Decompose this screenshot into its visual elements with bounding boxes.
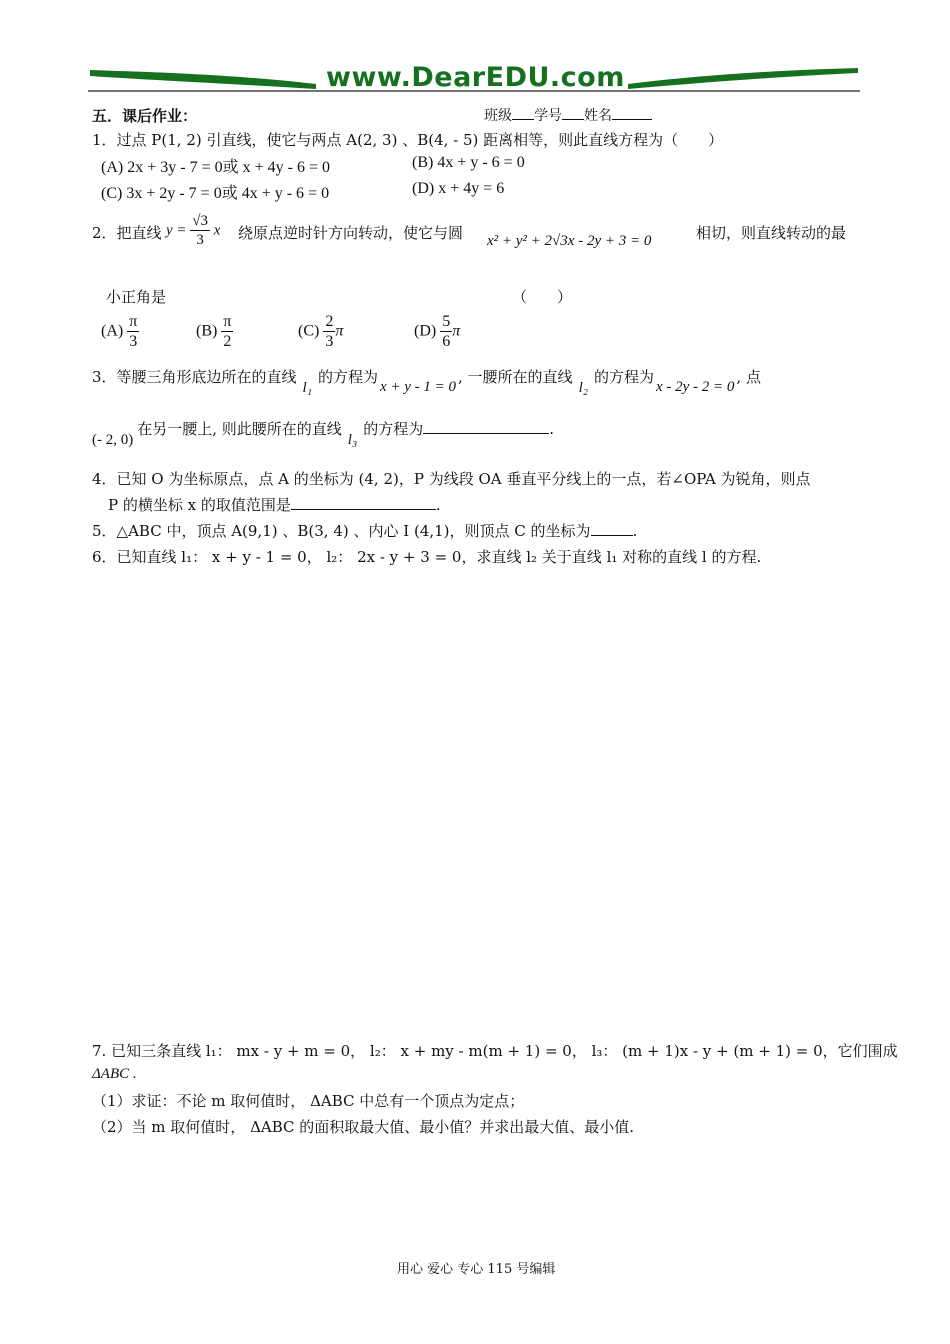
q2-stem-mid: 绕原点逆时针方向转动，使它与圆: [238, 224, 464, 242]
q3-line2: (- 2, 0)在另一腰上, 则此腰所在的直线l₃的方程为 .: [92, 420, 554, 448]
q2-line-x: x: [213, 222, 221, 239]
q3-answer-blank[interactable]: [423, 419, 549, 434]
q2-line-y: y =: [166, 222, 187, 239]
page-footer: 用心 爱心 专心 115 号编辑: [397, 1262, 556, 1277]
q7-sub2: （2）当 m 取何值时， ΔABC 的面积取最大值、最小值？并求出最大值、最小值.: [92, 1118, 635, 1136]
q2-option-a: (A) $\frac{\pi}{3}$: [101, 313, 138, 350]
section-title: 五．课后作业：: [92, 107, 198, 125]
header-banner: [88, 62, 860, 96]
q4-line1: 4．已知 O 为坐标原点，点 A 的坐标为 (4, 2)，P 为线段 OA 垂直平分线上的一点，若∠OPA 为锐角，则点: [92, 470, 811, 488]
q4-line2: P 的横坐标 x 的取值范围是 .: [108, 496, 441, 514]
q1-stem: 1．过点 P(1, 2) 引直线，使它与两点 A(2, 3) 、B(4, - 5) 距离相等，则此直线方程为（ ）: [92, 131, 724, 149]
q7-line1: 7. 已知三条直线 l₁： mx - y + m = 0， l₂： x + my - m(m + 1) = 0， l₃： (m + 1)x - y + (m + 1) = 0，它们围成: [92, 1042, 898, 1060]
q2-option-c: (C) $\frac{2}{3}$ π: [298, 313, 344, 350]
q7-sub1: （1）求证：不论 m 取何值时， ΔABC 中总有一个顶点为定点；: [92, 1092, 525, 1110]
q2-stem-line2: 小正角是: [106, 288, 167, 306]
q5-stem: 5．△ABC 中，顶点 A(9,1) 、B(3, 4) 、内心 I (4,1)，则顶点 C 的坐标为 .: [92, 522, 638, 540]
q1-option-b: (B) 4x + y - 6 = 0: [412, 154, 525, 171]
id-label: 学号: [534, 108, 562, 124]
id-field[interactable]: [562, 105, 584, 120]
name-label: 姓名: [584, 108, 612, 124]
q2-option-d: (D) $\frac{5}{6}$ π: [414, 313, 461, 350]
q3-line1: 3．等腰三角形底边所在的直线l₁的方程为x + y - 1 = 0, 一腰所在的直线l₂的方程为x - 2y - 2 = 0, 点: [92, 368, 761, 396]
q1-option-a: (A) 2x + 3y - 7 = 0或 x + 4y - 6 = 0: [101, 159, 330, 176]
q2-line-equation: [166, 214, 220, 248]
q2-stem-tail: 相切，则直线转动的最: [696, 224, 847, 242]
q2-stem: 2．把直线: [92, 224, 162, 242]
q6-stem: 6．已知直线 l₁： x + y - 1 = 0， l₂： 2x - y + 3 = 0，求直线 l₂ 关于直线 l₁ 对称的直线 l 的方程.: [92, 548, 762, 566]
q4-answer-blank[interactable]: [291, 495, 436, 510]
q7-line2: ΔABC .: [92, 1066, 137, 1082]
q2-line-frac: $\frac{√3}{3}$: [192, 213, 209, 248]
class-field[interactable]: [512, 105, 534, 120]
student-info: [484, 105, 652, 125]
q2-circle-equation: x² + y² + 2√3x - 2y + 3 = 0: [487, 233, 652, 249]
q1-option-d: (D) x + 4y = 6: [412, 180, 505, 197]
q2-answer-paren: （ ）: [512, 288, 573, 306]
class-label: 班级: [484, 108, 512, 124]
name-field[interactable]: [612, 105, 652, 120]
q2-option-b: (B) $\frac{\pi}{2}$: [196, 313, 232, 350]
q5-answer-blank[interactable]: [591, 521, 633, 536]
q1-option-c: (C) 3x + 2y - 7 = 0或 4x + y - 6 = 0: [101, 185, 330, 202]
site-title: www.DearEDU.com: [326, 62, 625, 93]
